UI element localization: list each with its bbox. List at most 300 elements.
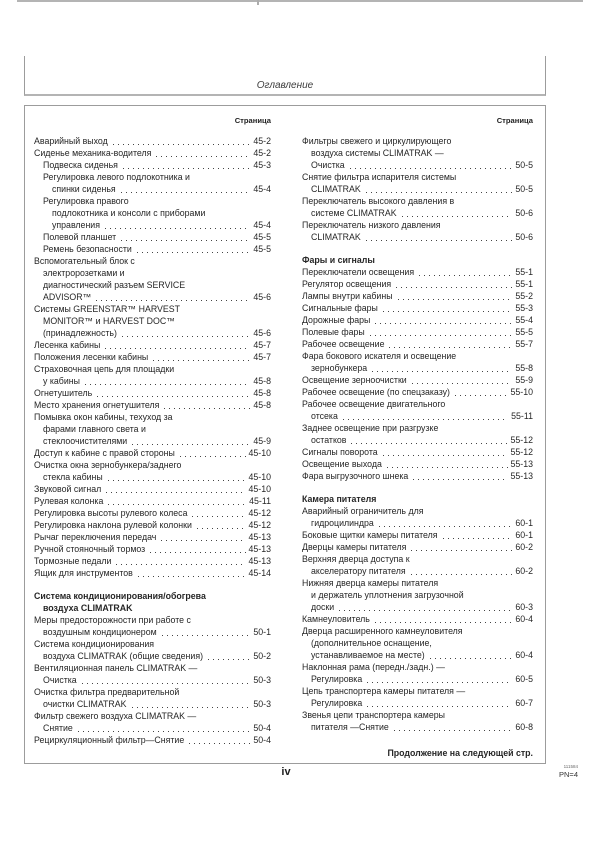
page-column-header: Страница (234, 116, 271, 125)
toc-entry (302, 302, 533, 314)
dot-leader (430, 658, 513, 659)
entry-text: Верхняя дверца доступа к (302, 554, 410, 564)
entry-text: Доступ к кабине с правой стороны (34, 448, 175, 458)
entry-page-number: 45-10 (248, 472, 271, 482)
toc-line (302, 195, 533, 207)
entry-page-number: 50-5 (515, 160, 533, 170)
entry-page-number: 60-2 (515, 566, 533, 576)
entry-page-number: 50-3 (253, 699, 271, 709)
toc-entry (302, 577, 533, 613)
entry-page-number: 50-2 (253, 651, 271, 661)
toc-line (34, 531, 271, 543)
toc-line (34, 243, 271, 255)
entry-page-number: 55-8 (515, 363, 533, 373)
entry-page-number: 55-13 (510, 459, 533, 469)
entry-page-number: 45-10 (248, 484, 271, 494)
toc-entry (302, 398, 533, 422)
toc-entry (34, 171, 271, 195)
entry-page-number: 45-2 (253, 136, 271, 146)
entry-text: Вспомогательный блок с (34, 256, 135, 266)
entry-text: спинки сиденья (52, 184, 116, 194)
entry-page-number: 45-7 (253, 340, 271, 350)
print-date-code: 111584 (563, 764, 578, 769)
toc-entry (34, 519, 271, 531)
toc-line (302, 529, 533, 541)
dot-leader (402, 216, 513, 217)
toc-line (34, 507, 271, 519)
entry-text: Рулевая колонка (34, 496, 104, 506)
entry-page-number: 55-1 (515, 279, 533, 289)
entry-page-number: 55-9 (515, 375, 533, 385)
toc-entry (34, 531, 271, 543)
entry-text: фарами главного света и (43, 424, 146, 434)
toc-entry (34, 255, 271, 303)
entry-text: воздуха CLIMATRAK (43, 603, 133, 613)
dot-leader (122, 336, 251, 337)
entry-page-number: 55-7 (515, 339, 533, 349)
dot-leader (156, 156, 250, 157)
toc-line (34, 171, 271, 183)
toc-line (302, 338, 533, 350)
dot-leader (180, 456, 246, 457)
toc-line (302, 290, 533, 302)
toc-entry (34, 243, 271, 255)
toc-line (34, 339, 271, 351)
toc-entry (34, 303, 271, 339)
dot-leader (108, 480, 246, 481)
entry-text: Фильтры свежего и циркулирующего (302, 136, 452, 146)
toc-line (302, 159, 533, 171)
toc-line (302, 362, 533, 374)
dot-leader (372, 371, 512, 372)
entry-text: Фары и сигналы (302, 255, 375, 265)
page-top-rule (17, 0, 583, 2)
toc-line (34, 375, 271, 387)
entry-text: зернобункера (311, 363, 368, 373)
toc-line (34, 279, 271, 291)
entry-page-number: 55-1 (515, 267, 533, 277)
entry-text: Ящик для инструментов (34, 568, 133, 578)
toc-entry (302, 386, 533, 398)
entry-text: электророзетками и (43, 268, 125, 278)
toc-line (34, 183, 271, 195)
entry-text: (принадлежность) (43, 328, 117, 338)
dot-leader (153, 360, 250, 361)
dot-leader (85, 384, 250, 385)
entry-page-number: 45-8 (253, 388, 271, 398)
toc-line (34, 327, 271, 339)
toc-entry (34, 543, 271, 555)
entry-text: Переключатель низкого давления (302, 220, 441, 230)
toc-line (302, 207, 533, 219)
dot-leader (343, 419, 508, 420)
toc-line (34, 626, 271, 638)
toc-entry (34, 159, 271, 171)
toc-entry (34, 495, 271, 507)
section-gap (302, 243, 533, 254)
toc-entry (302, 195, 533, 219)
toc-line (34, 195, 271, 207)
entry-page-number: 45-12 (248, 520, 271, 530)
entry-text: Нижняя дверца камеры питателя (302, 578, 439, 588)
toc-line (302, 637, 533, 649)
entry-page-number: 60-2 (515, 542, 533, 552)
toc-entry (302, 290, 533, 302)
entry-text: Система кондиционирования (34, 639, 155, 649)
toc-entry (34, 387, 271, 399)
entry-text: Регулятор освещения (302, 279, 392, 289)
toc-line (34, 231, 271, 243)
toc-line (302, 135, 533, 147)
toc-line (302, 709, 533, 721)
toc-entry (302, 422, 533, 446)
toc-line (34, 674, 271, 686)
dot-leader (106, 492, 245, 493)
dot-leader (116, 564, 245, 565)
entry-text: воздуха системы CLIMATRAK — (311, 148, 444, 158)
dot-leader (367, 706, 512, 707)
entry-text: Дверцы камеры питателя (302, 542, 407, 552)
toc-line (302, 721, 533, 733)
toc-line (302, 589, 533, 601)
toc-line (302, 254, 533, 266)
toc-line (34, 722, 271, 734)
entry-text: Наклонная рама (передн./задн.) — (302, 662, 445, 672)
entry-text: Аварийный выход (34, 136, 108, 146)
entry-page-number: 60-4 (515, 614, 533, 624)
entry-page-number: 45-14 (248, 568, 271, 578)
toc-line (34, 638, 271, 650)
entry-page-number: 50-6 (515, 208, 533, 218)
toc-line (34, 686, 271, 698)
dot-leader (197, 528, 246, 529)
entry-text: воздуха CLIMATRAK (общие сведения) (43, 651, 204, 661)
entry-text: доски (311, 602, 335, 612)
toc-line (302, 231, 533, 243)
toc-entry (34, 638, 271, 662)
entry-text: отсека (311, 411, 338, 421)
entry-text: Меры предосторожности при работе с (34, 615, 191, 625)
toc-line (302, 625, 533, 637)
entry-text: Лесенка кабины (34, 340, 101, 350)
page-header-band (24, 56, 546, 96)
dot-leader (396, 287, 512, 288)
entry-page-number: 45-13 (248, 532, 271, 542)
toc-line (302, 697, 533, 709)
entry-text: Освещение зерноочистки (302, 375, 407, 385)
toc-entry (34, 710, 271, 734)
entry-text: Рециркуляционный фильтр—Снятие (34, 735, 185, 745)
toc-line (302, 410, 533, 422)
toc-entry (34, 662, 271, 686)
entry-text: Рычаг переключения передач (34, 532, 157, 542)
entry-text: Ремень безопасности (43, 244, 132, 254)
toc-line (34, 147, 271, 159)
dot-leader (383, 455, 508, 456)
entry-text: Вентиляционная панель CLIMATRAK — (34, 663, 198, 673)
toc-entry (34, 447, 271, 459)
toc-line (302, 374, 533, 386)
entry-text: Помывка окон кабины, техуход за (34, 412, 173, 422)
entry-page-number: 45-11 (249, 496, 271, 506)
entry-text: подлокотника и консоли с приборами (52, 208, 206, 218)
entry-text: Система кондиционирования/обогрева (34, 591, 206, 601)
dot-leader (121, 192, 251, 193)
toc-entry (34, 734, 271, 746)
toc-entry (34, 147, 271, 159)
entry-text: Рабочее освещение (по спецзаказу) (302, 387, 450, 397)
toc-line (302, 565, 533, 577)
dot-leader (379, 526, 513, 527)
dot-leader (121, 240, 250, 241)
entry-text: Очистка окна зернобункера/заднего (34, 460, 182, 470)
toc-line (34, 614, 271, 626)
dot-leader (398, 299, 513, 300)
print-code-block (559, 764, 578, 779)
entry-text: у кабины (43, 376, 80, 386)
toc-entry (302, 553, 533, 577)
entry-page-number: 55-2 (515, 291, 533, 301)
entry-text: Тормозные педали (34, 556, 112, 566)
toc-line (34, 650, 271, 662)
toc-line (302, 649, 533, 661)
entry-text: Регулировка высоты рулевого колеса (34, 508, 188, 518)
entry-page-number: 45-13 (248, 544, 271, 554)
entry-page-number: 50-1 (253, 627, 271, 637)
dot-leader (375, 323, 512, 324)
entry-text: Регулировка левого подлокотника и (43, 172, 190, 182)
toc-line (302, 613, 533, 625)
entry-text: Регулировка правого (43, 196, 129, 206)
entry-text: стеклоочистителями (43, 436, 128, 446)
toc-entry (302, 685, 533, 709)
entry-text: Фара выгрузочного шнека (302, 471, 409, 481)
entry-text: Место хранения огнетушителя (34, 400, 160, 410)
dot-leader (394, 730, 513, 731)
toc-entry (302, 446, 533, 458)
entry-text: Подвеска сиденья (43, 160, 118, 170)
toc-line (302, 673, 533, 685)
toc-line (34, 519, 271, 531)
dot-leader (389, 347, 512, 348)
toc-entry (34, 339, 271, 351)
toc-entry (302, 338, 533, 350)
entry-text: Рабочее освещение двигательного (302, 399, 446, 409)
toc-line (34, 351, 271, 363)
toc-line (34, 255, 271, 267)
toc-line (34, 363, 271, 375)
toc-line (34, 219, 271, 231)
entry-text: управления (52, 220, 100, 230)
toc-line (302, 398, 533, 410)
toc-line (34, 387, 271, 399)
toc-entry (34, 135, 271, 147)
entry-text: Очистка (43, 675, 77, 685)
dot-leader (192, 516, 245, 517)
entry-text: Системы GREENSTAR™ HARVEST (34, 304, 181, 314)
toc-entry (302, 709, 533, 733)
toc-entry (302, 350, 533, 374)
dot-leader (411, 550, 512, 551)
entry-text: Сигналы поворота (302, 447, 378, 457)
toc-entry (34, 231, 271, 243)
entry-page-number: 60-8 (515, 722, 533, 732)
entry-page-number: 45-10 (248, 448, 271, 458)
entry-text: Очистка (311, 160, 345, 170)
toc-entry (34, 555, 271, 567)
print-pn-code: PN=4 (559, 769, 578, 779)
entry-text: Лампы внутри кабины (302, 291, 393, 301)
dot-leader (383, 311, 513, 312)
toc-line (34, 602, 271, 614)
toc-line (34, 399, 271, 411)
entry-page-number: 45-12 (248, 508, 271, 518)
toc-line (34, 315, 271, 327)
toc-line (302, 278, 533, 290)
entry-text: диагностический разъем SERVICE (43, 280, 186, 290)
entry-page-number: 45-5 (253, 232, 271, 242)
entry-page-number: 45-4 (253, 220, 271, 230)
section-gap (302, 482, 533, 493)
entry-text: Цепь транспортера камеры питателя — (302, 686, 466, 696)
toc-entry (302, 625, 533, 661)
toc-line (302, 326, 533, 338)
toc-line (34, 291, 271, 303)
toc-line (34, 662, 271, 674)
entry-page-number: 55-3 (515, 303, 533, 313)
entry-text: (дополнительное оснащение, (311, 638, 432, 648)
toc-line (302, 314, 533, 326)
entry-text: Положения лесенки кабины (34, 352, 149, 362)
toc-line (302, 458, 533, 470)
toc-line (34, 698, 271, 710)
entry-page-number: 45-8 (253, 400, 271, 410)
dot-leader (208, 659, 250, 660)
toc-line (302, 266, 533, 278)
continuation-note: Продолжение на следующей стр. (387, 748, 533, 758)
toc-line (302, 577, 533, 589)
toc-entry (302, 374, 533, 386)
entry-text: Фильтр свежего воздуха CLIMATRAK — (34, 711, 197, 721)
toc-entry (302, 326, 533, 338)
toc-line (34, 543, 271, 555)
dot-leader (78, 731, 251, 732)
dot-leader (366, 240, 513, 241)
toc-line (34, 267, 271, 279)
entry-text: Регулировка (311, 698, 363, 708)
entry-text: Освещение выхода (302, 459, 382, 469)
entry-text: Рабочее освещение (302, 339, 385, 349)
toc-entry (34, 195, 271, 231)
toc-line (34, 303, 271, 315)
entry-text: очистки CLIMATRAK (43, 699, 127, 709)
entry-text: Боковые щитки камеры питателя (302, 530, 438, 540)
section-heading (34, 590, 271, 614)
dot-leader (113, 144, 251, 145)
dot-leader (443, 538, 513, 539)
toc-entry (34, 614, 271, 638)
toc-entry (34, 507, 271, 519)
section-gap (34, 579, 271, 590)
dot-leader (105, 228, 250, 229)
toc-entry (302, 661, 533, 685)
toc-entry (302, 529, 533, 541)
toc-line (302, 553, 533, 565)
dot-leader (138, 576, 246, 577)
toc-entry (34, 567, 271, 579)
toc-line (302, 505, 533, 517)
toc-line (302, 661, 533, 673)
toc-entry (34, 351, 271, 363)
toc-entry (302, 613, 533, 625)
dot-leader (150, 552, 245, 553)
folio-page-number: iv (281, 766, 291, 778)
entry-page-number: 45-6 (253, 292, 271, 302)
toc-entry (302, 505, 533, 529)
toc-line (302, 493, 533, 505)
toc-entry (302, 314, 533, 326)
entry-text: Камера питателя (302, 494, 377, 504)
toc-entry (302, 541, 533, 553)
toc-entry (302, 470, 533, 482)
toc-line (34, 734, 271, 746)
dot-leader (370, 335, 513, 336)
toc-line (34, 590, 271, 602)
dot-leader (367, 682, 512, 683)
entry-text: Дорожные фары (302, 315, 371, 325)
toc-line (302, 517, 533, 529)
toc-line (302, 302, 533, 314)
entry-text: Очистка фильтра предварительной (34, 687, 180, 697)
toc-entry (302, 135, 533, 171)
entry-page-number: 55-5 (515, 327, 533, 337)
entry-text: гидроцилиндра (311, 518, 374, 528)
dot-leader (161, 540, 245, 541)
toc-line (34, 567, 271, 579)
entry-page-number: 50-4 (253, 735, 271, 745)
entry-text: Огнетушитель (34, 388, 93, 398)
toc-line (34, 159, 271, 171)
entry-text: Заднее освещение при разгрузке (302, 423, 439, 433)
entry-page-number: 55-12 (510, 447, 533, 457)
entry-page-number: 60-3 (515, 602, 533, 612)
section-heading (302, 493, 533, 505)
toc-line (302, 386, 533, 398)
toc-line (34, 423, 271, 435)
toc-line (302, 685, 533, 697)
entry-text: MONITOR™ и HARVEST DOC™ (43, 316, 175, 326)
toc-line (302, 470, 533, 482)
toc-line (302, 350, 533, 362)
dot-leader (413, 479, 507, 480)
dot-leader (96, 300, 250, 301)
toc-line (34, 411, 271, 423)
dot-leader (412, 383, 513, 384)
toc-entry (302, 171, 533, 195)
entry-text: устанавливаемое на месте) (311, 650, 425, 660)
toc-line (302, 171, 533, 183)
entry-page-number: 50-5 (515, 184, 533, 194)
toc-line (34, 471, 271, 483)
entry-page-number: 45-4 (253, 184, 271, 194)
toc-line (34, 447, 271, 459)
toc-entry (302, 458, 533, 470)
entry-page-number: 50-3 (253, 675, 271, 685)
toc-entry (34, 363, 271, 387)
entry-text: Страховочная цепь для площадки (34, 364, 175, 374)
entry-text: Ручной стояночный тормоз (34, 544, 146, 554)
dot-leader (132, 707, 251, 708)
